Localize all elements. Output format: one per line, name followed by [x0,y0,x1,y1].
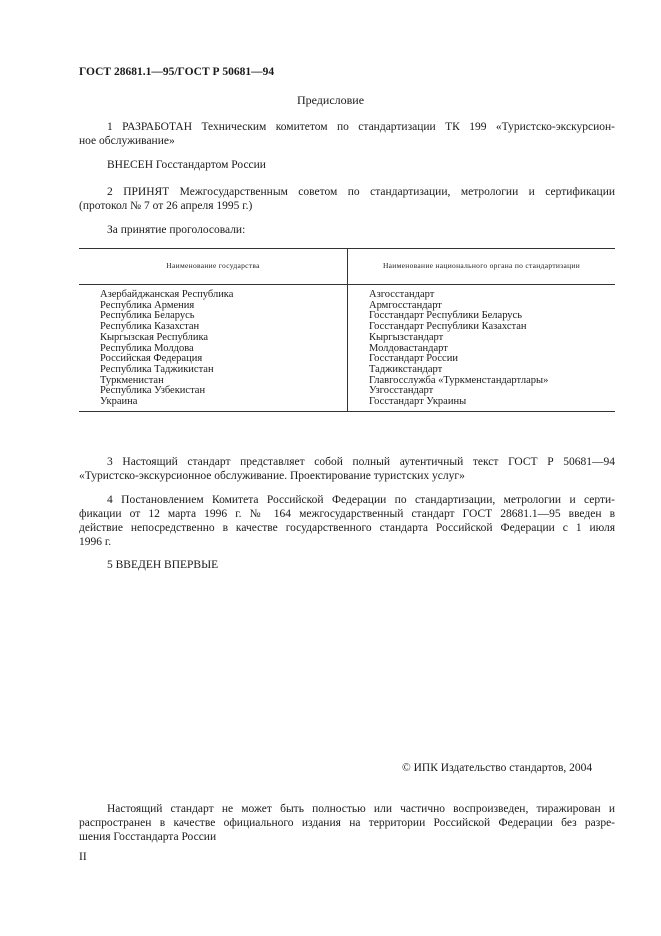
table-cell-body: Узгосстандарт [369,385,434,397]
paragraph-introduced: ВНЕСЕН Госстандартом России [107,159,266,171]
table-cell-body: Госстандарт Республики Казахстан [369,321,527,333]
table-column-bodies [369,290,548,408]
paragraph-line: распространен в качестве официального издания на территории Российской Федерации без разре- [79,817,615,829]
table-cell-state: Республика Молдова [100,342,194,354]
paragraph-voted: За принятие проголосовали: [107,224,246,236]
paragraph-line: ное обслуживание» [79,135,175,147]
paragraph-line: шения Госстандарта России [79,831,217,843]
table-header-body: Наименование национального органа по стандартизации [382,261,581,270]
foreword-title: Предисловие [296,93,365,107]
table-cell-state: Российская Федерация [100,353,203,365]
table-cell-body: Главгосслужба «Туркменстандартлары» [369,374,549,386]
table-cell-body: Госстандарт Республики Беларусь [369,310,523,322]
paragraph-line: 4 Постановлением Комитета Российской Федерации по стандартизации, метрологии и серти- [107,494,615,506]
table-cell-state: Кыргызская Республика [100,331,209,343]
table-cell-state: Республика Казахстан [100,321,200,333]
paragraph-line: Настоящий стандарт не может быть полностью или частично воспроизведен, тиражирован и [107,803,615,815]
table-cell-state: Республика Беларусь [100,310,195,322]
table-column-states [100,290,233,408]
voting-table [79,248,615,412]
document-header: ГОСТ 28681.1—95/ГОСТ Р 50681—94 [79,66,275,78]
table-cell-body: Таджикстандарт [369,363,443,375]
paragraph-line: 3 Настоящий стандарт представляет собой полный аутентичный текст ГОСТ Р 50681—94 [107,456,615,468]
table-cell-state: Туркменистан [100,374,164,386]
table-cell-body: Госстандарт России [369,353,458,365]
paragraph-resolution [79,493,615,549]
table-cell-state: Республика Таджикистан [100,363,214,375]
table-cell-state: Украина [100,396,138,408]
table-cell-body: Кыргызстандарт [369,331,444,343]
table-cell-state: Республика Армения [100,299,195,311]
table-column-divider [347,249,348,411]
paragraph-authentic-text [79,455,615,483]
table-header-state: Наименование государства [166,261,260,270]
paragraph-line: фикации от 12 марта 1996 г. № 164 межгосударственный стандарт ГОСТ 28681.1—95 введен в [79,508,615,520]
reproduction-notice [79,802,615,844]
table-cell-state: Республика Узбекистан [100,385,206,397]
table-cell-body: Госстандарт Украины [369,396,467,408]
paragraph-adopted [79,185,615,213]
paragraph-line: 1 РАЗРАБОТАН Техническим комитетом по стандартизации ТК 199 «Туристско-экскурсион- [107,121,615,133]
table-cell-body: Армгосстандарт [369,299,442,311]
paragraph-line: действие непосредственно в качестве государственного стандарта Российской Федерации с 1 июля [79,522,615,534]
paragraph-line: 1996 г. [79,536,112,548]
paragraph-line: (протокол № 7 от 26 апреля 1995 г.) [79,200,253,212]
paragraph-first-introduced: 5 ВВЕДЕН ВПЕРВЫЕ [107,559,219,571]
paragraph-line: «Туристско-экскурсионное обслуживание. Проектирование туристских услуг» [79,470,465,482]
paragraph-developed [79,120,615,148]
copyright-notice: © ИПК Издательство стандартов, 2004 [402,762,593,774]
table-cell-body: Азгосстандарт [369,289,435,300]
table-header-divider [79,284,615,285]
table-cell-state: Азербайджанская Республика [100,289,234,300]
table-cell-body: Молдовастандарт [369,342,448,354]
page-number: II [79,851,87,863]
paragraph-line: 2 ПРИНЯТ Межгосударственным советом по стандартизации, метрологии и сертификации [107,186,615,198]
